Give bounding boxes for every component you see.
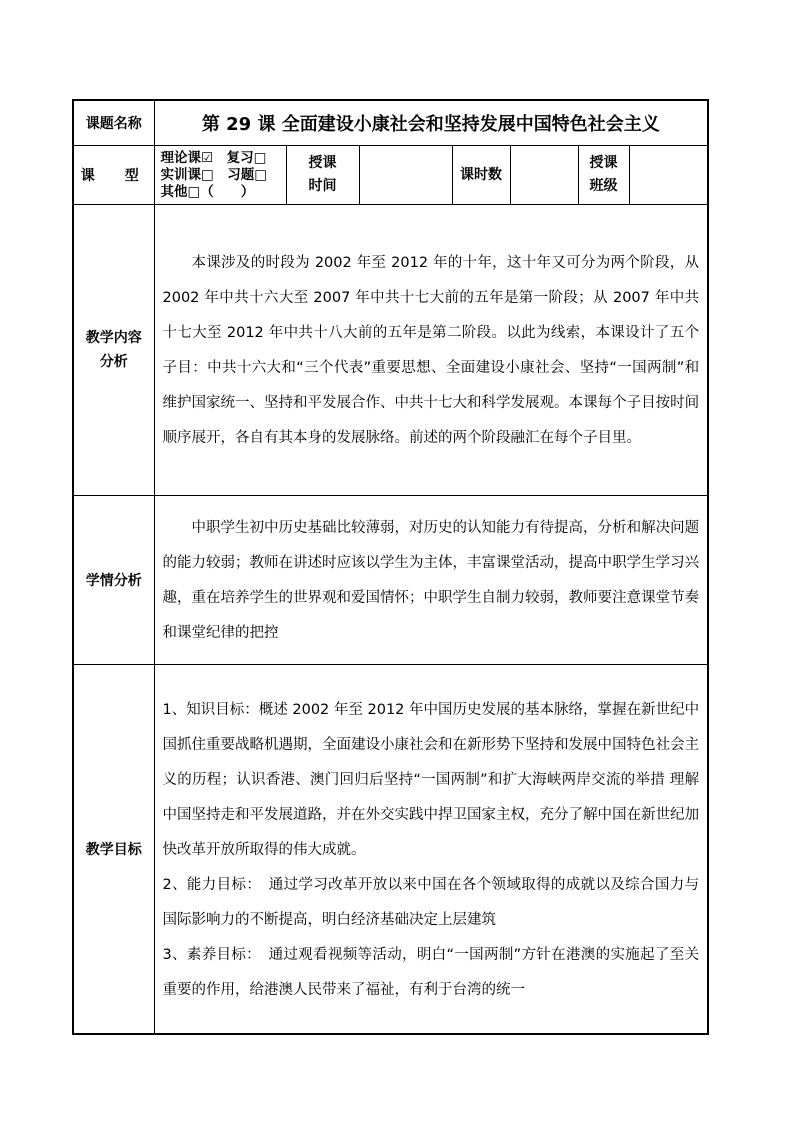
literacy-objective: 3、素养目标： 通过观看视频等活动，明白“一国两制”方针在港澳的实施起了至关重要的作用，给港澳人民带来了福祉，有利于台湾的统一 (162, 946, 700, 998)
class-hours-label: 课时数 (452, 146, 510, 205)
class-cell (578, 146, 708, 205)
content-analysis-text: 本课涉及的时段为 2002 年至 2012 年的十年，这十年又可分为两个阶段，从 2002 年中共十六大至 2007 年中共十七大前的五年是第一阶段；从 2007 年中共十七大至 2012 年中共十八大前的五年是第二阶段。以此为线索，本课设计了五个子目：中共十六大和“三个代表”重要思想、全面建设小康社会、坚持“一国两制”和维护国家统一、坚持和平发展合作、中共十七大和科学发展观。本课每个子目按时间顺序展开，各自有其本身的发展脉络。前述的两个阶段融汇在每个子目里。 (162, 255, 700, 446)
teach-time-value (359, 146, 452, 205)
course-type-row (73, 146, 708, 205)
course-type-line-1: 理论课☑ 复习□ (160, 149, 267, 166)
student-analysis-text: 中职学生初中历史基础比较薄弱，对历史的认知能力有待提高，分析和解决问题的能力较弱；教师在讲述时应该以学生为主体，丰富课堂活动，提高中职学生学习兴趣，重在培养学生的世界观和爱国情怀；中职学生自制力较弱，教师要注意课堂节奏和课堂纪律的把控 (162, 520, 700, 641)
content-analysis-text-cell (154, 205, 708, 496)
course-type-label: 课 型 (73, 146, 154, 205)
objectives-text-cell (154, 665, 708, 1035)
lesson-plan-table (72, 99, 709, 1035)
content-analysis-label: 教学内容 分析 (73, 205, 154, 496)
teach-class-label: 授课 班级 (579, 146, 630, 204)
course-type-line-3: 其他□（ ） (160, 183, 255, 200)
course-type-options (154, 146, 286, 205)
objectives-row (73, 665, 708, 1035)
title-row (73, 100, 708, 146)
objectives-label: 教学目标 (73, 665, 154, 1035)
lesson-plan-sheet (72, 99, 707, 1035)
ability-objective: 2、能力目标： 通过学习改革开放以来中国在各个领域取得的成就以及综合国力与国际影响力的不断提高，明白经济基础决定上层建筑 (162, 876, 700, 928)
teach-class-value (630, 146, 708, 204)
student-analysis-label: 学情分析 (73, 496, 154, 665)
teach-time-label: 授课 时间 (286, 146, 359, 205)
lesson-title: 第 29 课 全面建设小康社会和坚持发展中国特色社会主义 (154, 100, 708, 146)
student-analysis-text-cell (154, 496, 708, 665)
knowledge-objective: 1、知识目标：概述 2002 年至 2012 年中国历史发展的基本脉络，掌握在新世纪中国抓住重要战略机遇期，全面建设小康社会和在新形势下坚持和发展中国特色社会主义的历程；认识香港、澳门回归后坚持“一国两制”和扩大海峡两岸交流的举措 理解中国坚持走和平发展道路，并在外交实践中捍卫国家主权，充分了解中国在新世纪加快改革开放所取得的伟大成就。 (162, 701, 700, 858)
student-analysis-row (73, 496, 708, 665)
course-name-label: 课题名称 (73, 100, 154, 146)
class-hours-value (510, 146, 578, 205)
course-type-line-2: 实训课□ 习题□ (160, 166, 268, 183)
content-analysis-row (73, 205, 708, 496)
